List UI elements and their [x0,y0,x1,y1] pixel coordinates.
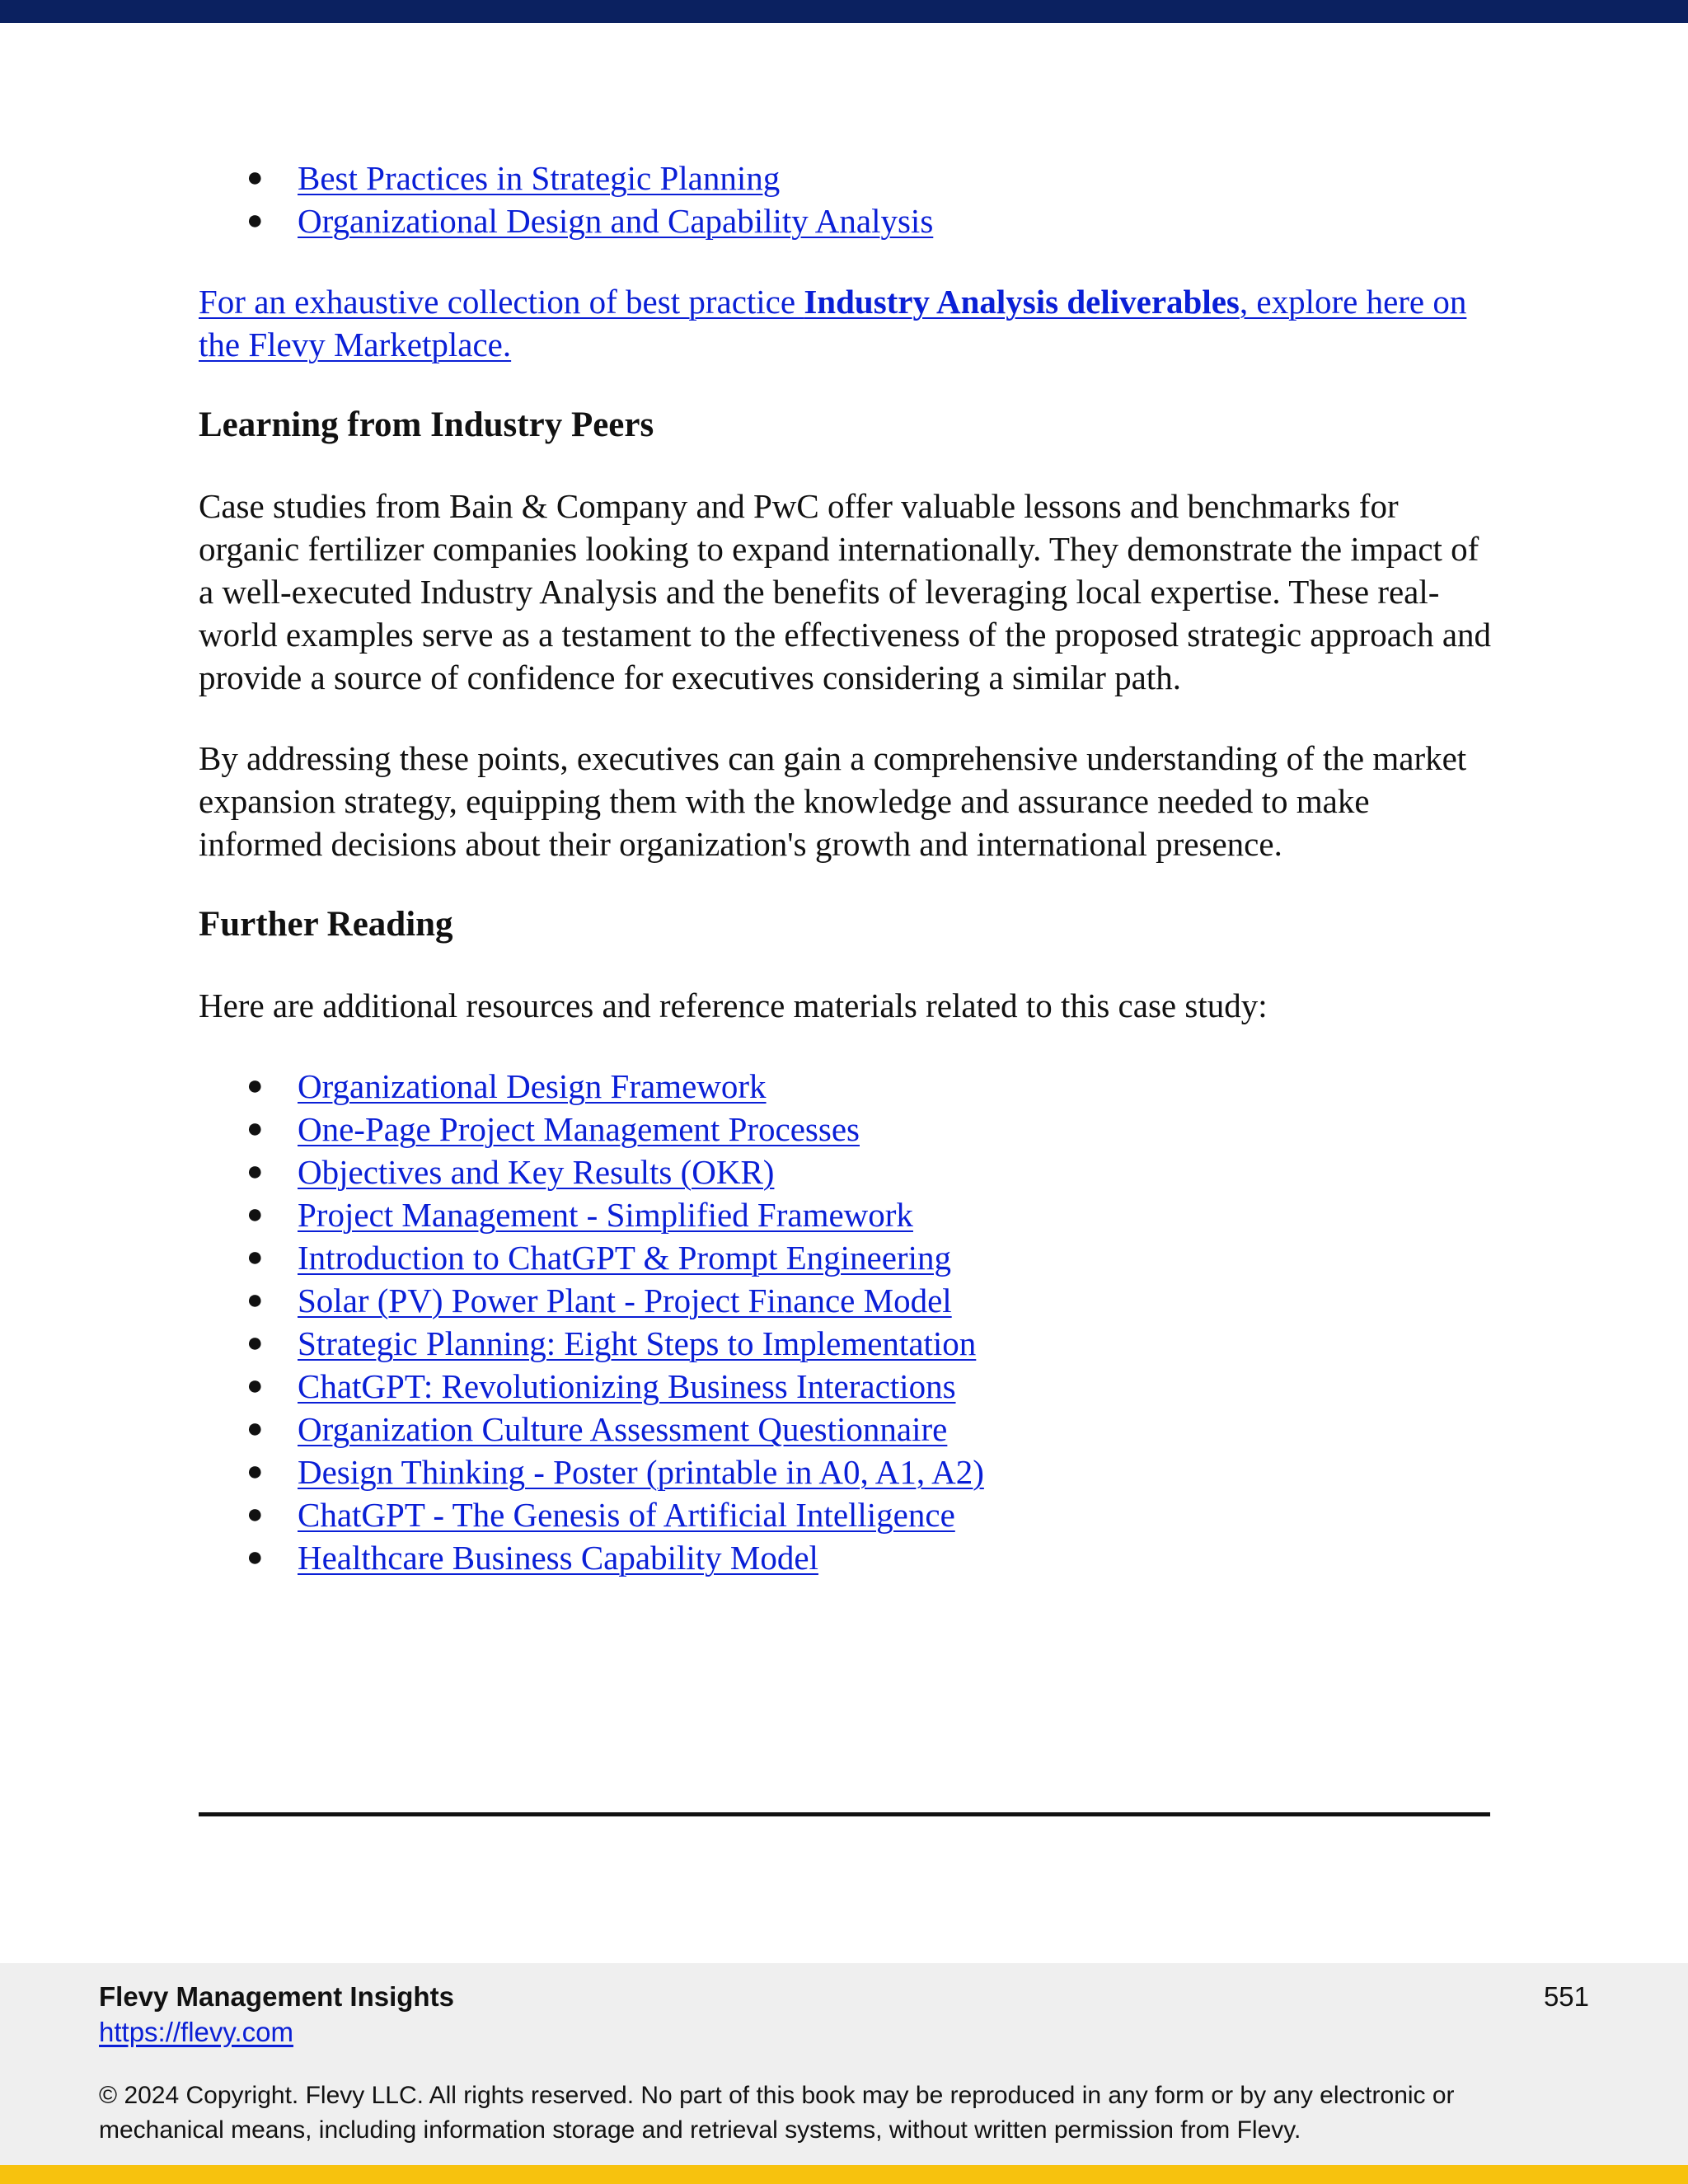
bullet-icon: ● [246,1413,264,1444]
bullet-icon: ● [246,1456,264,1487]
section-heading-further-reading: Further Reading [199,905,453,944]
horizontal-divider [199,1812,1490,1816]
list-item [199,1065,1493,1108]
bullet-icon: ● [246,1199,264,1230]
paragraph-addressing-points: By addressing these points, executives can gain a comprehensive understanding of the market expansion strategy, equipping them with the knowledge and assurance needed to make informed decisions about their organization's growth and international presence. [199,739,1467,863]
list-item [199,1151,1493,1193]
list-item [199,199,1493,242]
section-heading-learning: Learning from Industry Peers [199,405,654,444]
further-reading-link[interactable]: Introduction to ChatGPT & Prompt Engineering [298,1239,951,1277]
list-item [199,1408,1493,1451]
list-item [199,1493,1493,1536]
further-reading-intro: Here are additional resources and reference materials related to this case study: [199,987,1268,1024]
further-reading-link[interactable]: Strategic Planning: Eight Steps to Implementation [298,1324,977,1362]
further-reading-link[interactable]: Organizational Design Framework [298,1067,767,1105]
list-item [199,1193,1493,1236]
bullet-icon: ● [246,1242,264,1272]
list-item [199,1108,1493,1151]
footer-brand: Flevy Management Insights [99,1981,454,2012]
paragraph-case-studies: Case studies from Bain & Company and PwC offer valuable lessons and benchmarks for organic fertilizer companies looking to expand internationally. They demonstrate the impact of a well-executed Industry Analysis and the benefits of leveraging local expertise. These real-world examples serve as a testament to the effectiveness of the proposed strategic approach and provide a source of confidence for executives considering a similar path. [199,487,1492,696]
bullet-icon: ● [246,1113,264,1144]
bullet-icon: ● [246,162,264,193]
marketplace-link-prefix: For an exhaustive collection of best practice [199,283,804,321]
further-reading-list [199,1065,1493,1579]
list-item [199,1536,1493,1579]
bullet-icon: ● [246,1499,264,1530]
bullet-icon: ● [246,1542,264,1572]
further-reading-link[interactable]: Organization Culture Assessment Questionnaire [298,1410,948,1448]
top-header-bar [0,0,1688,23]
list-item [199,1279,1493,1322]
further-reading-link[interactable]: Design Thinking - Poster (printable in A0, A1, A2) [298,1453,984,1491]
bullet-icon: ● [246,1371,264,1401]
marketplace-link-bold: Industry Analysis deliverables [804,283,1240,321]
footer-url-link[interactable]: https://flevy.com [99,2017,293,2047]
marketplace-link-paragraph [199,280,1493,366]
further-reading-link[interactable]: ChatGPT - The Genesis of Artificial Intelligence [298,1496,955,1534]
page-footer [0,1963,1688,2165]
list-item [199,1236,1493,1279]
list-item [199,1322,1493,1365]
bullet-icon: ● [246,205,264,236]
bullet-icon: ● [246,1071,264,1101]
page-number: 551 [1543,1981,1589,2012]
bottom-accent-bar [0,2165,1688,2184]
further-reading-link[interactable]: One-Page Project Management Processes [298,1110,860,1148]
link-org-design-capability-analysis[interactable]: Organizational Design and Capability Analysis [298,202,934,240]
further-reading-link[interactable]: Objectives and Key Results (OKR) [298,1153,775,1191]
copyright-notice: © 2024 Copyright. Flevy LLC. All rights reserved. No part of this book may be reproduced in any form or by any electronic or mechanical means, including information storage and retrieval systems, without written permission from Flevy. [99,2082,1455,2144]
further-reading-link[interactable]: Healthcare Business Capability Model [298,1539,818,1577]
list-item [199,1451,1493,1493]
list-item [199,1365,1493,1408]
marketplace-link-suffix: , explore here on the Flevy Marketplace. [199,283,1467,363]
further-reading-link[interactable]: ChatGPT: Revolutionizing Business Interactions [298,1367,956,1405]
bullet-icon: ● [246,1156,264,1187]
link-best-practices-strategic-planning[interactable]: Best Practices in Strategic Planning [298,159,781,197]
further-reading-link[interactable]: Solar (PV) Power Plant - Project Finance Model [298,1282,952,1319]
bullet-icon: ● [246,1328,264,1358]
main-content [199,157,1493,1579]
further-reading-link[interactable]: Project Management - Simplified Framework [298,1196,913,1234]
marketplace-link[interactable] [199,283,1466,363]
list-item [199,157,1493,199]
top-link-list [199,157,1493,242]
bullet-icon: ● [246,1285,264,1315]
